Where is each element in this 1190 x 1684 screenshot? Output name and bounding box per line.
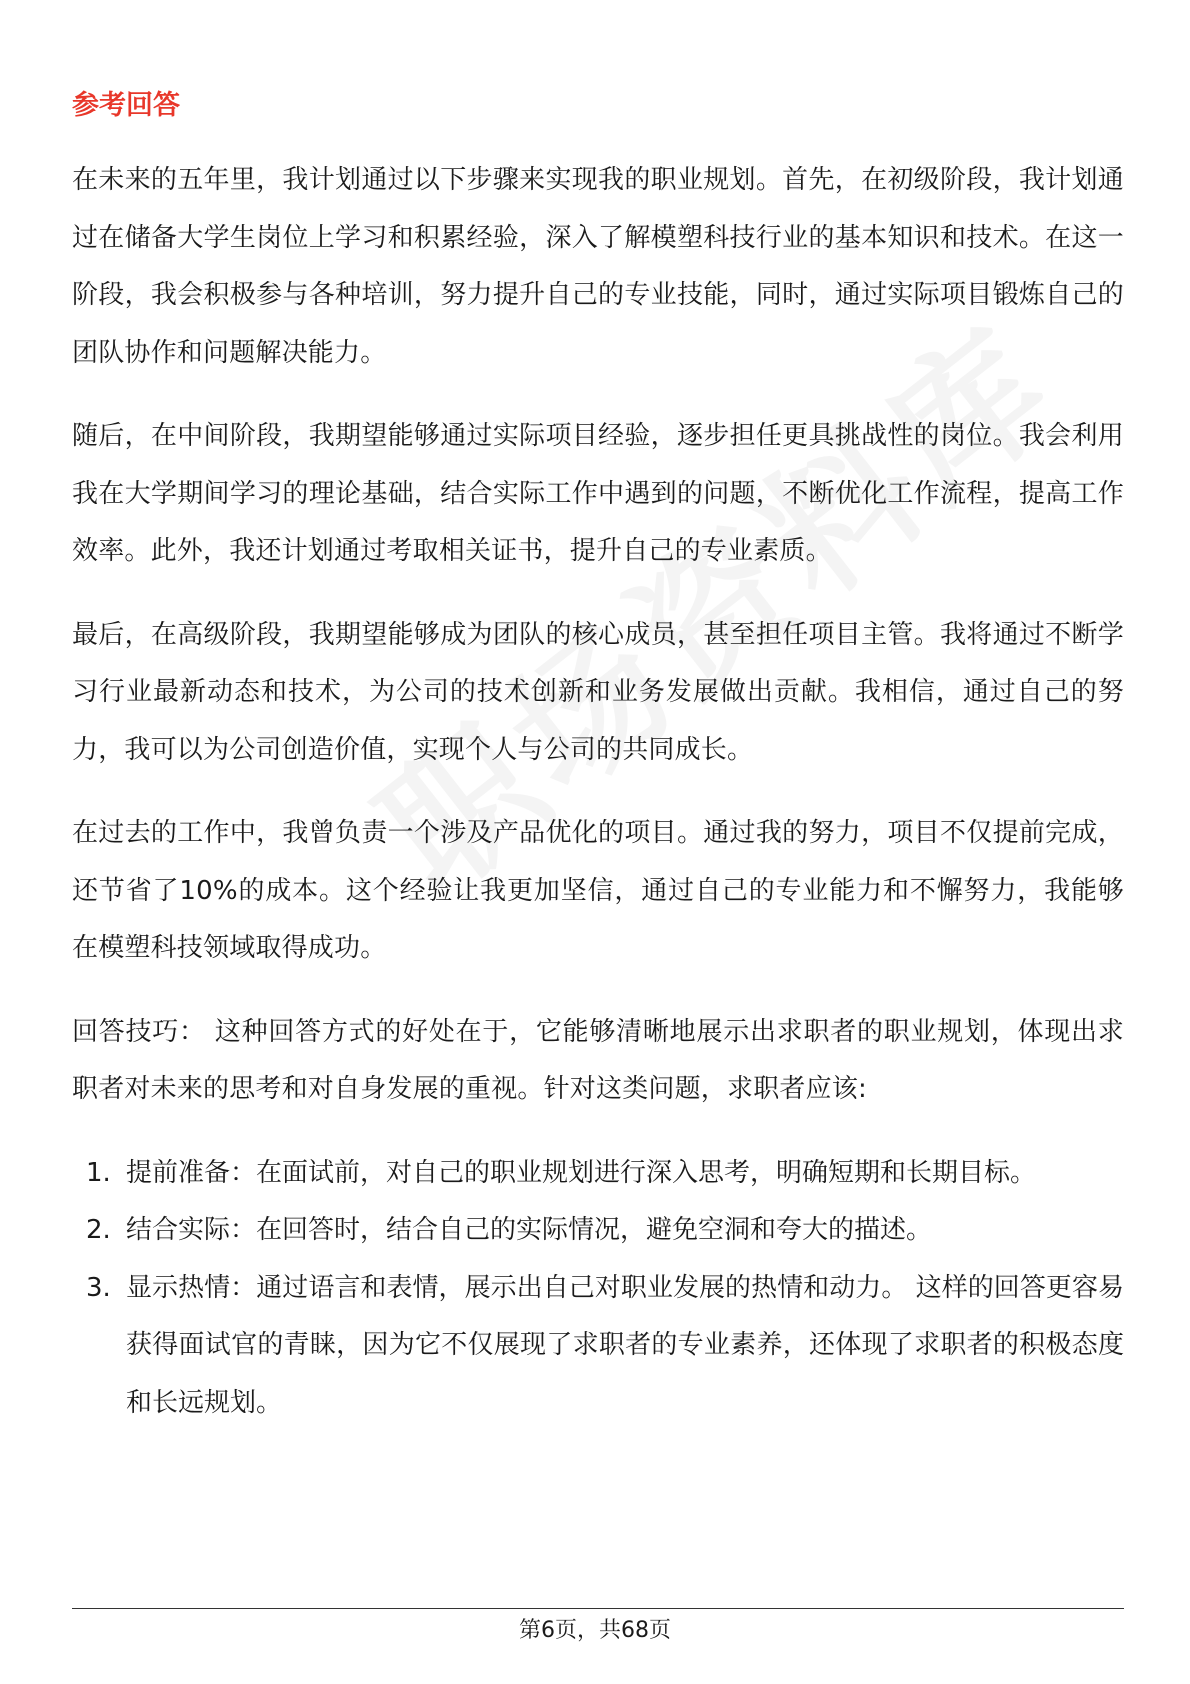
list-item-text: 提前准备：在面试前，对自己的职业规划进行深入思考，明确短期和长期目标。 xyxy=(126,1157,1037,1188)
list-item-number: 3. xyxy=(86,1272,111,1303)
paragraph-1: 在未来的五年里，我计划通过以下步骤来实现我的职业规划。首先，在初级阶段，我计划通过在储备大学生岗位上学习和积累经验，深入了解模塑科技行业的基本知识和技术。在这一阶段，我会积极参与各种培训，努力提升自己的专业技能，同时，通过实际项目锻炼自己的团队协作和问题解决能力。 xyxy=(72,165,1124,368)
list-item-text: 显示热情：通过语言和表情，展示出自己对职业发展的热情和动力。 这样的回答更容易获得面试官的青睐，因为它不仅展现了求职者的专业素养，还体现了求职者的积极态度和长远规划。 xyxy=(126,1272,1124,1418)
tips-list xyxy=(72,1145,1124,1433)
list-item-number: 2. xyxy=(86,1215,111,1245)
paragraph-4: 在过去的工作中，我曾负责一个涉及产品优化的项目。通过我的努力，项目不仅提前完成，还节省了10%的成本。这个经验让我更加坚信，通过自己的专业能力和不懈努力，我能够在模塑科技领域取得成功。 xyxy=(72,818,1124,963)
list-item-number: 1. xyxy=(86,1157,111,1188)
page-number: 第6页，共68页 xyxy=(519,1618,671,1643)
section-title: 参考回答 xyxy=(72,90,180,121)
paragraph-2: 随后，在中间阶段，我期望能够通过实际项目经验，逐步担任更具挑战性的岗位。我会利用我在大学期间学习的理论基础，结合实际工作中遇到的问题，不断优化工作流程，提高工作效率。此外，我还计划通过考取相关证书，提升自己的专业素质。 xyxy=(72,421,1124,566)
document-body xyxy=(72,86,1124,1432)
list-item xyxy=(72,1260,1124,1433)
paragraph-3: 最后，在高级阶段，我期望能够成为团队的核心成员，甚至担任项目主管。我将通过不断学习行业最新动态和技术，为公司的技术创新和业务发展做出贡献。我相信，通过自己的努力，我可以为公司创造价值，实现个人与公司的共同成长。 xyxy=(72,619,1124,765)
list-item xyxy=(72,1202,1124,1260)
footer-divider xyxy=(72,1608,1124,1609)
list-item xyxy=(72,1145,1124,1203)
list-item-text: 结合实际：在回答时，结合自己的实际情况，避免空洞和夸大的描述。 xyxy=(126,1215,933,1245)
answer-tips-intro: 回答技巧： 这种回答方式的好处在于，它能够清晰地展示出求职者的职业规划，体现出求职者对未来的思考和对自身发展的重视。针对这类问题，求职者应该: xyxy=(72,1016,1125,1104)
